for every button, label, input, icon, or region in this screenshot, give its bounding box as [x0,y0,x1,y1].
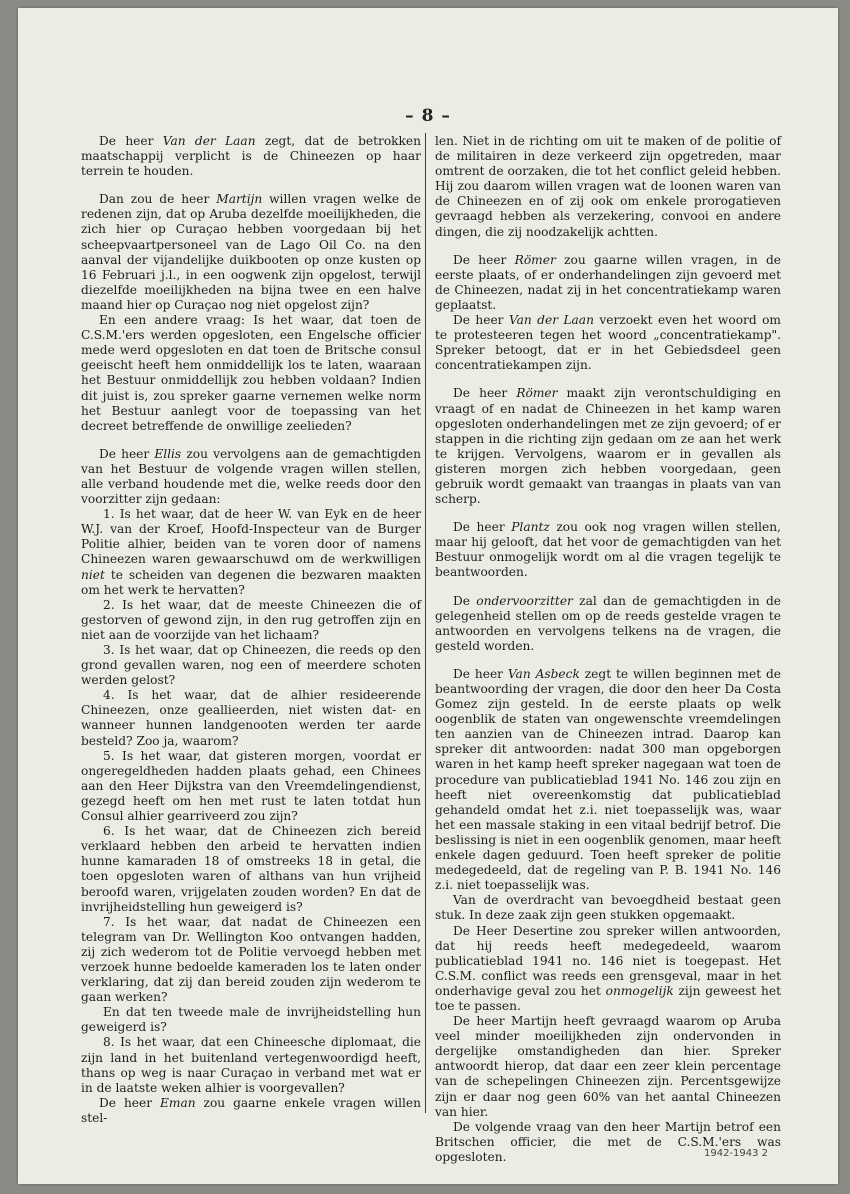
question-item: 8. Is het waar, dat een Chineesche diplomaat, die zijn land in het buitenland vertegenwoordigd heeft, thans op weg is naar Curaçao in verband met wat er in de laatste weken alhier is voorgevallen? [81,1035,421,1095]
speaker-name: Ellis [154,446,182,461]
question-item: 2. Is het waar, dat de meeste Chineezen die of gestorven of gewond zijn, in den rug getroffen zijn en niet aan de voorzijde van het lichaam? [81,597,421,642]
question-item: 7. Is het waar, dat nadat de Chineezen een telegram van Dr. Wellington Koo ontvangen hadden, zij zich wederom tot de Politie vervoegd hebben met verzoek hunne bedoelde kameraden los te laten onder verklaring, dat zij dan bereid zouden zijn wederom te gaan werken? [81,914,421,1005]
left-column [81,134,421,1126]
speaker-name: Römer [514,252,556,267]
question-item: 4. Is het waar, dat de alhier resideerende Chineezen, onze geallieerden, niet wisten dat- en wanneer hunnen landgenooten werden ter aarde besteld? Zoo ja, waarom? [81,688,421,748]
question-item: 1. Is het waar, dat de heer W. van Eyk en de heer W.J. van der Kroef, Hoofd-Inspecteur van de Burger Politie alhier, beiden van te voren door of namens Chineezen waren gewaarschuwd om de werkwilligen niet te scheiden van degenen die bezwaren maakten om het werk te hervatten? [81,507,421,597]
question-item: 5. Is het waar, dat gisteren morgen, voordat er ongeregeldheden hadden plaats gehad, een Chinees aan den Heer Dijkstra van den Vreemdelingendienst, gezegd heeft om hen met rust te laten totdat hun Consul alhier gearriveerd zou zijn? [81,748,421,824]
handwritten-shelf-mark: 1942-1943 2 [704,1148,769,1159]
paragraph: De heer Römer maakt zijn verontschuldiging en vraagt of en nadat de Chineezen in het kamp waren opgesloten onderhandelingen met ze zijn gevoerd; of er stappen in die richting zijn gedaan om ze aan het werk te krijgen. Vervolgens, waarom er in gevallen als gisteren morgen zich hebben voorgedaan, geen gebruik wordt gemaakt van traangas in plaats van van scherp. [435,386,781,507]
speaker-name: Eman [160,1095,196,1110]
question-item: 3. Is het waar, dat op Chineezen, die reeds op den grond gevallen waren, nog een of meerdere schoten werden gelost? [81,643,421,688]
paragraph: Dan zou de heer Martijn willen vragen welke de redenen zijn, dat op Aruba dezelfde moeilijkheden, die zich hier op Curaçao hebben voorgedaan bij het scheepvaartpersoneel van de Lago Oil Co. na den aanval der vijandelijke duikbooten op onze kusten op 16 Februari j.l., in een oogwenk zijn opgelost, terwijl diezelfde moeilijkheden na bijna twee en een halve maand hier op Curaçao nog niet opgelost zijn? [81,192,421,312]
paragraph: De heer Van der Laan verzoekt even het woord om te protesteeren tegen het woord „concentratiekamp". Spreker betoogt, dat er in het Gebiedsdeel geen concentratiekampen zijn. [435,313,781,373]
speaker-name: Plantz [511,520,550,535]
paragraph: De heer Römer zou gaarne willen vragen, in de eerste plaats, of er onderhandelingen zijn gevoerd met de Chineezen, nadat zij in het concentratiekamp waren geplaatst. [435,252,781,312]
paragraph: De Heer Desertine zou spreker willen antwoorden, dat hij reeds heeft medegedeeld, waarom publicatieblad 1941 no. 146 niet is toegepast. Het C.S.M. conflict was reeds een grensgeval, maar in het onderhavige geval zou het onmogelijk zijn geweest het toe te passen. [435,923,781,1013]
paragraph: De ondervoorzitter zal dan de gemachtigden in de gelegenheid stellen om op de reeds gestelde vragen te antwoorden en vervolgens telkens na de vragen, die gesteld worden. [435,593,781,653]
paragraph: De heer Ellis zou vervolgens aan de gemachtigden van het Bestuur de volgende vragen willen stellen, alle verband houdende met die, welke reeds door den voorzitter zijn gedaan: [81,446,421,507]
right-column [425,134,781,1165]
paragraph: De heer Martijn heeft gevraagd waarom op Aruba veel minder moeilijkheden zijn ondervonden in dergelijke omstandigheden dan hier. Spreker antwoordt hierop, dat daar een zeer klein percentage van de schepelingen Chineezen zijn. Percentsgewijze zijn er daar nog geen 60% van het aantal Chineezen van hier. [435,1014,781,1119]
speaker-name: Van der Laan [508,313,594,328]
document-page [18,8,838,1184]
speaker-name: ondervoorzitter [476,593,573,608]
paragraph: En een andere vraag: Is het waar, dat toen de C.S.M.'ers werden opgesloten, een Engelsche officier mede werd opgesloten en dat toen de Britsche consul geeischt heeft hem onmiddellijk los te laten, waaraan het Bestuur onmiddellijk zou hebben voldaan? Indien dit juist is, zou spreker gaarne vernemen welke norm het Bestuur aanlegt voor de toepassing van het decreet betreffende de onwillige zeelieden? [81,313,421,433]
question-item: En dat ten tweede male de invrijheidstelling hun geweigerd is? [81,1005,421,1035]
paragraph: De heer Eman zou gaarne enkele vragen willen stel- [81,1095,421,1125]
paragraph: De volgende vraag van den heer Martijn betrof een Britschen officier, die met de C.S.M.'ers was opgesloten. [435,1119,781,1164]
speaker-name: Martijn [216,192,263,207]
speaker-name: Römer [516,386,558,401]
page-number: – 8 – [405,106,451,126]
paragraph: Van de overdracht van bevoegdheid bestaat geen stuk. In deze zaak zijn geen stukken opgemaakt. [435,893,781,923]
paragraph: De heer Van Asbeck zegt te willen beginnen met de beantwoording der vragen, die door den heer Da Costa Gomez zijn gesteld. In de eerste plaats op welk oogenblik de staten van ongewenschte vreemdelingen ten aanzien van de Chineezen intrad. Daarop kan spreker dit antwoorden: nadat 300 man opgeborgen waren in het kamp heeft spreker nagegaan wat toen de procedure van publicatieblad 1941 No. 146 zou zijn en heeft niet overeenkomstig dat publicatieblad gehandeld omdat het z.i. niet toepasselijk was, waar het een massale staking in een vitaal bedrijf betrof. Die beslissing is niet in een oogenblik genomen, maar heeft enkele dagen geduurd. Toen heeft spreker de politie medegedeeld, dat de regeling van P. B. 1941 No. 146 z.i. niet toepasselijk was. [435,666,782,893]
speaker-name: Van der Laan [162,134,256,148]
paragraph: De heer Plantz zou ook nog vragen willen stellen, maar hij gelooft, dat het voor de gemachtigden van het Bestuur onmogelijk wordt om al die vragen tegelijk te beantwoorden. [435,520,781,580]
speaker-name: Van Asbeck [507,666,580,681]
paragraph: De heer Van der Laan zegt, dat de betrokken maatschappij verplicht is de Chineezen op haar terrein te houden. [81,134,421,179]
paragraph: len. Niet in de richting om uit te maken of de politie of de militairen in deze verkeerd zijn opgetreden, maar omtrent de oorzaken, die tot het conflict geleid hebben. Hij zou daarom willen vragen wat de loonen waren van de Chineezen en of zij ook om enkele prorogatieven gevraagd hebben als verzekering, convooi en andere dingen, die zij noodzakelijk achtten. [435,134,781,239]
question-item: 6. Is het waar, dat de Chineezen zich bereid verklaard hebben den arbeid te hervatten indien hunne kamaraden 18 of omstreeks 18 in getal, die toen opgesloten waren of althans van hun vrijheid beroofd waren, vrijgelaten zouden worden? En dat de invrijheidstelling hun geweigerd is? [81,824,421,914]
